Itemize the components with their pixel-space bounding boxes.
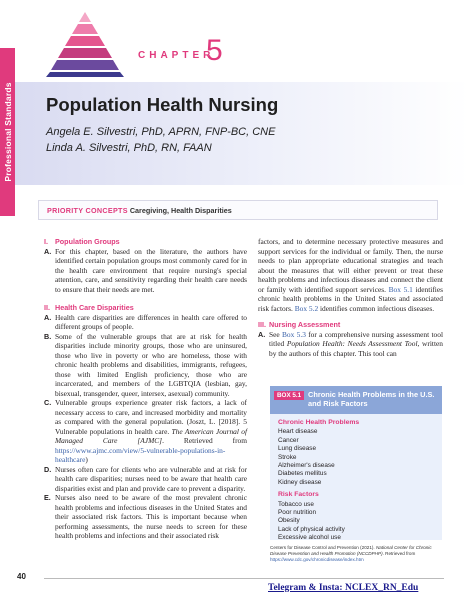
box-label: BOX 5.1: [274, 391, 304, 400]
item-letter: A.: [44, 246, 52, 256]
item-text: For this chapter, based on the literature, the authors have identified certain population groups most commonly cared for in the health care environment that require nursing's special attention, care, and sensitivity regarding their health care needs to ensure that their needs are met.: [55, 246, 247, 294]
continuation-text: factors, and to determine necessary protective measures and support services for the individual or family. Then, the nurse needs to plan appropriate educational strategies and teach about the measures that will either prevent or treat these health problems and infectious diseases and connect the client or family with identified support services.: [258, 237, 443, 294]
list-item-2A: [44, 313, 247, 332]
box-list-item: Stroke: [278, 453, 297, 461]
box-problems-heading: Chronic Health Problems: [278, 419, 360, 426]
item-text: Vulnerable groups experience greater risk factors, a lack of necessary access to care, and increased morbidity and mortality as compared with the general population. (Joszt, L. [2018]. 5 Vulnerable populations in health care.: [55, 398, 247, 436]
item-text: Some of the vulnerable groups that are at risk for health disparities include minority groups, those who are uninsured, those who live in poverty or who are homeless, those with chronic health problems and disabilities, immigrants, refugees, those with limited English proficiency, those who are incarcerated, and members of the LGBTQIA (lesbian, gay, bisexual, transgender, queer, intersex, asexual) community.: [55, 331, 247, 398]
journal-title: The American Journal of Managed Care [AJMC]: [55, 426, 247, 445]
priority-concepts-bar: [38, 200, 438, 220]
tool-title: Population Health: Needs Assessment Tool: [286, 339, 418, 348]
list-item-1A: [44, 247, 247, 295]
section-number-2: II.: [44, 303, 50, 312]
item-letter: C.: [44, 398, 52, 407]
section-number-1: I.: [44, 237, 48, 246]
source-link[interactable]: https://www.cdc.gov/chronicdisease/index.htm: [270, 557, 364, 562]
section-heading-1: [44, 237, 247, 247]
source-text: Centers for Disease Control and Prevention (2021).: [270, 545, 376, 550]
box-list-item: Obesity: [278, 517, 300, 525]
continuation-text: identifies common infectious diseases.: [318, 303, 435, 313]
footer-link[interactable]: Telegram & Insta: NCLEX_RN_Edu: [268, 583, 419, 593]
section-heading-3: [258, 320, 443, 330]
box-list-item: Cancer: [278, 436, 299, 444]
section-title-1: Population Groups: [55, 237, 120, 246]
box-5-3-link[interactable]: Box 5.3: [282, 329, 306, 339]
page-number: 40: [17, 572, 26, 581]
side-tab-label: Professional Standards: [2, 82, 13, 182]
section-number-3: III.: [258, 320, 266, 329]
priority-concepts-value: Caregiving, Health Disparities: [129, 206, 232, 215]
footer-divider: [44, 578, 444, 579]
box-source: [270, 545, 442, 563]
item-letter: B.: [44, 331, 52, 341]
source-title: National Center for Chronic Disease Prevention and Health Promotion (NCCDPHP): [270, 545, 432, 556]
author-1: Angela E. Silvestri, PhD, APRN, FNP-BC, CNE: [46, 126, 276, 138]
box-title: Chronic Health Problems in the U.S. and Risk Factors: [308, 390, 435, 408]
retrieved-text: . Retrieved from: [162, 436, 248, 445]
box-5-1-link[interactable]: Box 5.1: [388, 284, 413, 294]
item-text: See: [269, 329, 282, 339]
item-text: Nurses also need to be aware of the most prevalent chronic health problems and infectious diseases in the United States and their associated risk factors. This is important because when performing assessments, the nurse needs to screen for these health problems and infections and their associated risk: [55, 493, 247, 540]
box-5-2-link[interactable]: Box 5.2: [294, 303, 319, 313]
box-list-item: Alzheimer's disease: [278, 462, 335, 470]
item-letter: A.: [258, 329, 266, 339]
list-item-2E: [44, 493, 247, 541]
chapter-label: CHAPTER: [138, 50, 215, 61]
item-text: Health care disparities are differences in health care offered to different groups of people.: [55, 312, 247, 331]
box-5-1: [270, 386, 442, 540]
chapter-number: 5: [206, 34, 223, 67]
pyramid-icon: [44, 10, 126, 78]
box-body: [270, 414, 442, 547]
box-list-item: Poor nutrition: [278, 509, 317, 517]
box-list-item: Lung disease: [278, 445, 317, 453]
priority-concepts-label: PRIORITY CONCEPTS: [47, 206, 128, 215]
closing-paren: ): [85, 455, 88, 464]
item-letter: D.: [44, 464, 52, 474]
box-list-item: Tobacco use: [278, 500, 314, 508]
side-tab: [0, 48, 15, 216]
right-column: [258, 237, 443, 358]
box-list-item: Kidney disease: [278, 478, 322, 486]
box-list-item: Heart disease: [278, 428, 318, 436]
continuation-text: identifies chronic health problems in the United States and associated risk factors.: [258, 284, 443, 313]
box-list-item: Excessive alcohol use: [278, 534, 341, 542]
box-list-item: Diabetes mellitus: [278, 470, 327, 478]
box-header: [270, 386, 442, 414]
list-item-2B: [44, 332, 247, 399]
reference-link[interactable]: https://www.ajmc.com/view/5-vulnerable-populations-in-healthcare: [55, 445, 226, 464]
item-text: , written by the authors of this chapter. This tool can: [269, 339, 443, 358]
page-title: Population Health Nursing: [46, 94, 279, 115]
item-letter: A.: [44, 312, 52, 322]
box-list-item: Lack of physical activity: [278, 525, 345, 533]
list-item-3A: [258, 330, 443, 359]
author-2: Linda A. Silvestri, PhD, RN, FAAN: [46, 142, 212, 154]
item-text: for a comprehensive nursing assessment tool titled: [269, 329, 443, 348]
section-title-3: Nursing Assessment: [269, 320, 341, 329]
section-title-2: Health Care Disparities: [55, 303, 134, 312]
left-column: [44, 237, 247, 541]
item-text: Nurses often care for clients who are vulnerable and at risk for health care disparities; nurses need to be aware that health care disparities exist and plan and provide care to prevent a disparity.: [55, 464, 247, 493]
source-text: . Retrieved from: [382, 551, 416, 556]
list-item-2D: [44, 465, 247, 494]
box-risk-heading: Risk Factors: [278, 491, 319, 499]
section-heading-2: [44, 303, 247, 313]
list-item-2C: [44, 398, 247, 465]
item-letter: E.: [44, 493, 51, 502]
continuation-paragraph: [258, 237, 443, 313]
